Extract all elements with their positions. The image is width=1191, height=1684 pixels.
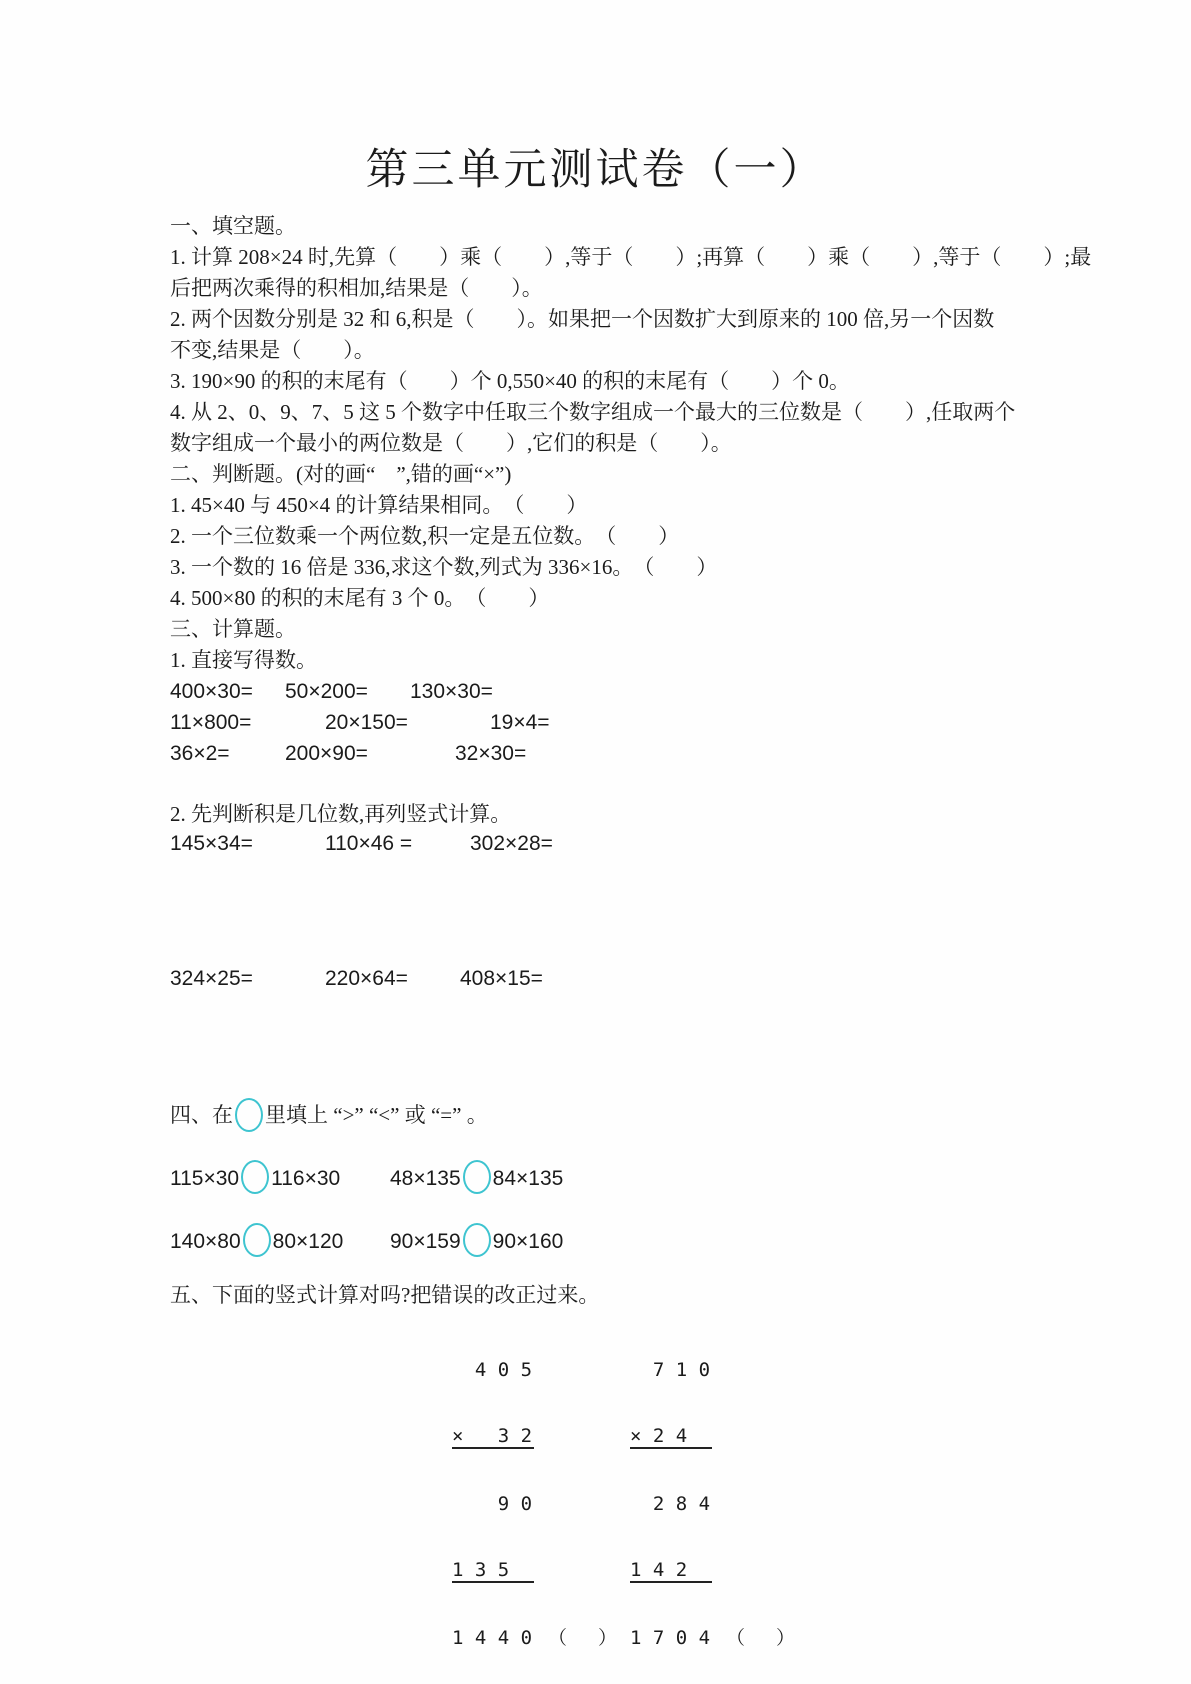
vcalc-multiplicand: 4 0 5	[452, 1359, 533, 1381]
comparison-right: 84×135	[492, 1167, 564, 1190]
judge-item3: 3. 一个数的 16 倍是 336,求这个数,列式为 336×16。 （ ）	[170, 555, 718, 579]
column-calc-expr: 302×28=	[470, 832, 553, 855]
section3-sub2: 2. 先判断积是几位数,再列竖式计算。	[170, 802, 512, 826]
section4-heading	[170, 1098, 1070, 1136]
judge-item1: 1. 45×40 与 450×4 的计算结果相同。 （ ）	[170, 493, 588, 517]
vcalc-result: 1 4 4 0 （ ）	[452, 1627, 624, 1649]
vcalc-answer-blank: （ ）	[726, 1628, 802, 1649]
comparison-left: 115×30	[170, 1167, 240, 1190]
section4-heading-post: 里填上 “>” “<” 或 “=” 。	[265, 1102, 488, 1127]
comparison-pair-2	[390, 1160, 563, 1198]
oral-calc-expr: 130×30=	[410, 680, 493, 703]
oral-calc-row1	[170, 676, 1030, 707]
vcalc-partial2: 1 3 5	[452, 1559, 623, 1583]
column-calc-expr: 324×25=	[170, 967, 253, 990]
oral-calc-expr: 11×800=	[170, 711, 252, 734]
fill-blank-item2-line2: 不变,结果是（ ）。	[170, 338, 375, 362]
comparison-left: 48×135	[390, 1167, 461, 1190]
oral-calc-row3	[170, 738, 1030, 769]
vcalc-multiplicand: 7 1 0	[630, 1359, 711, 1381]
comparison-pair-1	[170, 1160, 340, 1198]
section2-heading: 二、判断题。(对的画“ ”,错的画“×”)	[170, 462, 512, 486]
vcalc-answer-blank: （ ）	[548, 1628, 624, 1649]
vcalc-partial2: 1 4 2	[630, 1559, 801, 1583]
oral-calc-expr: 400×30=	[170, 680, 253, 703]
oral-calc-expr: 36×2=	[170, 742, 230, 765]
section3-sub1: 1. 直接写得数。	[170, 648, 317, 672]
comparison-right: 80×120	[272, 1230, 344, 1253]
oral-calc-expr: 32×30=	[455, 742, 527, 765]
fill-blank-item1-line1: 1. 计算 208×24 时,先算（ ）乘（ ）,等于（ ）;再算（ ）乘（ ）,等于（ ）;最	[170, 245, 1092, 269]
comparison-right: 116×30	[271, 1167, 341, 1190]
column-calc-row2	[170, 963, 1070, 994]
vcalc-multiplier: × 3 2	[452, 1425, 533, 1447]
fill-blank-item4-line1: 4. 从 2、0、9、7、5 这 5 个数字中任取三个数字组成一个最大的三位数是（ ）,任取两个	[170, 400, 1016, 424]
fill-blank-item4-line2: 数字组成一个最小的两位数是（ ）,它们的积是（ ）。	[170, 431, 732, 455]
oral-calc-expr: 50×200=	[285, 680, 368, 703]
fill-blank-item2-line1: 2. 两个因数分别是 32 和 6,积是（ ）。如果把一个因数扩大到原来的 100 倍,另一个因数	[170, 307, 995, 331]
compare-circle-icon	[463, 1223, 491, 1257]
comparison-left: 90×159	[390, 1230, 461, 1253]
section1-heading: 一、填空题。	[170, 214, 296, 238]
compare-circle-icon	[241, 1160, 269, 1194]
oral-calc-expr: 19×4=	[490, 711, 550, 734]
compare-circle-icon	[243, 1223, 271, 1257]
section5-heading: 五、下面的竖式计算对吗?把错误的改正过来。	[170, 1283, 600, 1307]
section3-heading: 三、计算题。	[170, 617, 296, 641]
page-title: 第三单元测试卷（一）	[365, 147, 826, 194]
judge-item2: 2. 一个三位数乘一个两位数,积一定是五位数。 （ ）	[170, 524, 680, 548]
comparison-left: 140×80	[170, 1230, 241, 1253]
vcalc-result: 1 7 0 4 （ ）	[630, 1627, 802, 1649]
fill-blank-item1-line2: 后把两次乘得的积相加,结果是（ ）。	[170, 276, 543, 300]
column-calc-expr: 110×46 =	[325, 832, 413, 855]
vcalc-partial1: 2 8 4	[630, 1493, 711, 1515]
compare-circle-icon	[463, 1160, 491, 1194]
column-calc-expr: 220×64=	[325, 967, 408, 990]
oral-calc-row2	[170, 707, 1030, 738]
comparison-pair-4	[390, 1223, 563, 1261]
oral-calc-expr: 20×150=	[325, 711, 408, 734]
main-text-flow	[170, 211, 1092, 769]
comparison-pair-3	[170, 1223, 343, 1261]
oral-calc-expr: 200×90=	[285, 742, 368, 765]
vertical-calc-405x32	[452, 1315, 623, 1684]
compare-circle-icon	[235, 1098, 263, 1132]
section4-heading-pre: 四、在	[170, 1102, 233, 1127]
column-calc-expr: 145×34=	[170, 832, 253, 855]
vcalc-partial1: 9 0	[452, 1493, 533, 1515]
column-calc-row1	[170, 828, 1070, 859]
judge-item4: 4. 500×80 的积的末尾有 3 个 0。 （ ）	[170, 586, 550, 610]
vertical-calc-710x24	[630, 1315, 801, 1684]
comparison-right: 90×160	[492, 1230, 564, 1253]
fill-blank-item3: 3. 190×90 的积的末尾有（ ）个 0,550×40 的积的末尾有（ ）个 0。	[170, 369, 850, 393]
vcalc-multiplier: × 2 4	[630, 1425, 801, 1449]
column-calc-expr: 408×15=	[460, 967, 543, 990]
